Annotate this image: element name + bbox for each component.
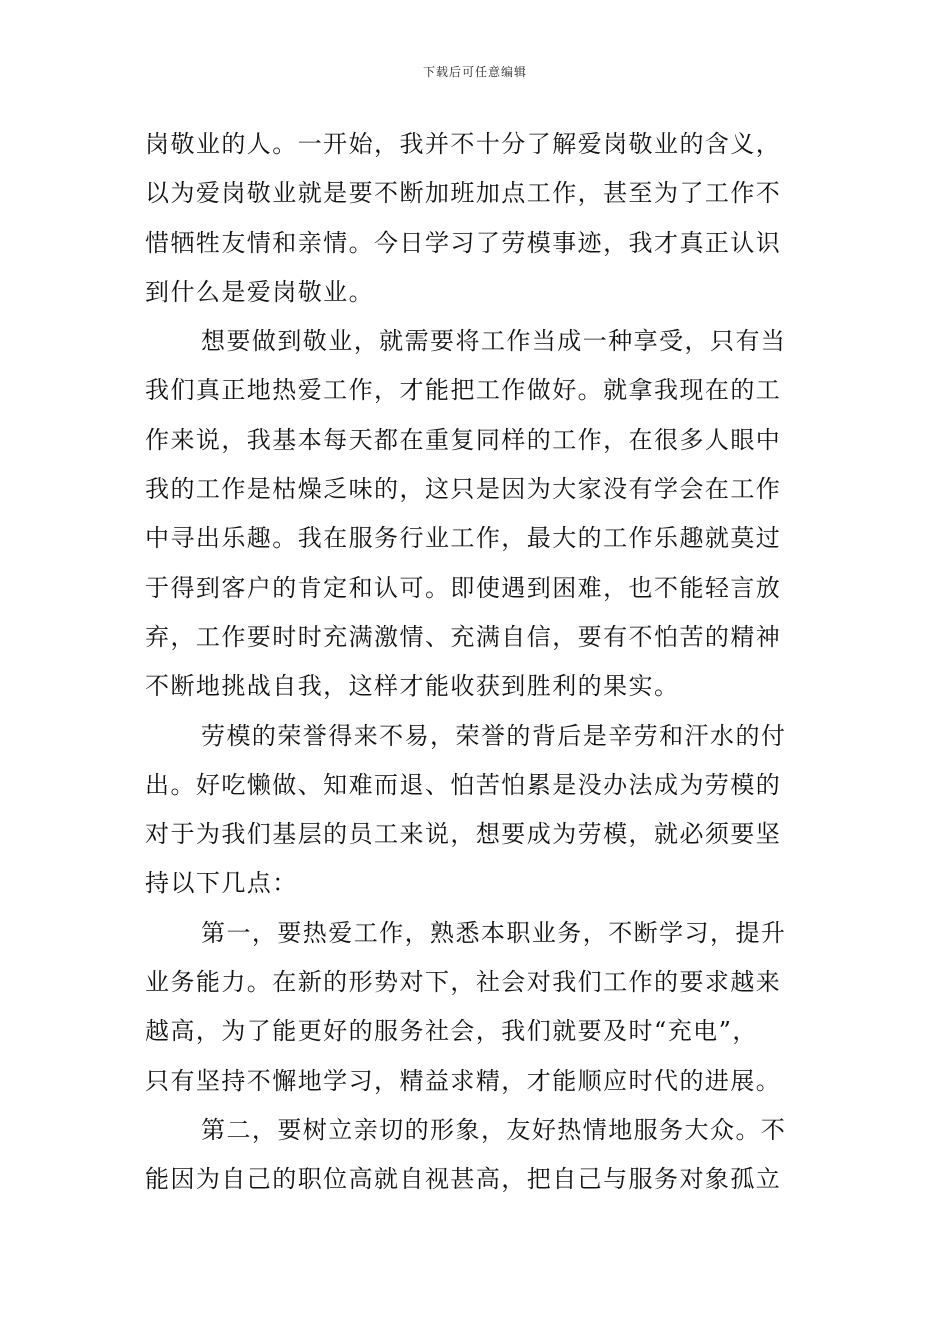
text-line: 业务能力。在新的形势对下，社会对我们工作的要求越来 <box>145 968 782 997</box>
text-line: 惜牺牲友情和亲情。今日学习了劳模事迹，我才真正认识 <box>145 228 782 257</box>
text-line: 能因为自己的职位高就自视甚高，把自己与服务对象孤立 <box>145 1165 782 1194</box>
text-line: 越高，为了能更好的服务社会，我们就要及时“充电”， <box>145 1017 758 1046</box>
text-line: 不断地挑战自我，这样才能收获到胜利的果实。 <box>145 672 680 701</box>
text-line: 持以下几点： <box>145 869 298 898</box>
text-line: 于得到客户的肯定和认可。即使遇到困难，也不能轻言放 <box>145 573 782 602</box>
text-line: 劳模的荣誉得来不易，荣誉的背后是辛劳和汗水的付 <box>201 721 787 750</box>
text-line: 岗敬业的人。一开始，我并不十分了解爱岗敬业的含义， <box>145 130 782 158</box>
text-line: 以为爱岗敬业就是要不断加班加点工作，甚至为了工作不 <box>145 179 782 208</box>
text-line: 只有坚持不懈地学习，精益求精，才能顺应时代的进展。 <box>145 1066 782 1095</box>
text-line: 第二，要树立亲切的形象，友好热情地服务大众。不 <box>201 1115 787 1144</box>
text-line: 想要做到敬业，就需要将工作当成一种享受，只有当 <box>201 327 787 356</box>
page-header: 下载后可任意编辑 <box>422 65 527 79</box>
document-body <box>145 120 807 1205</box>
text-line: 中寻出乐趣。我在服务行业工作，最大的工作乐趣就莫过 <box>145 524 782 553</box>
text-line: 作来说，我基本每天都在重复同样的工作，在很多人眼中 <box>145 425 782 454</box>
text-line: 我们真正地热爱工作，才能把工作做好。就拿我现在的工 <box>145 376 782 405</box>
text-line: 到什么是爱岗敬业。 <box>145 277 375 306</box>
text-line: 我的工作是枯燥乏味的，这只是因为大家没有学会在工作 <box>145 475 782 504</box>
text-line: 出。好吃懒做、知难而退、怕苦怕累是没办法成为劳模的 <box>145 770 782 799</box>
text-line: 弃，工作要时时充满激情、充满自信，要有不怕苦的精神 <box>145 622 782 651</box>
text-line: 对于为我们基层的员工来说，想要成为劳模，就必须要坚 <box>145 820 782 849</box>
text-line: 第一，要热爱工作，熟悉本职业务，不断学习，提升 <box>201 918 787 947</box>
